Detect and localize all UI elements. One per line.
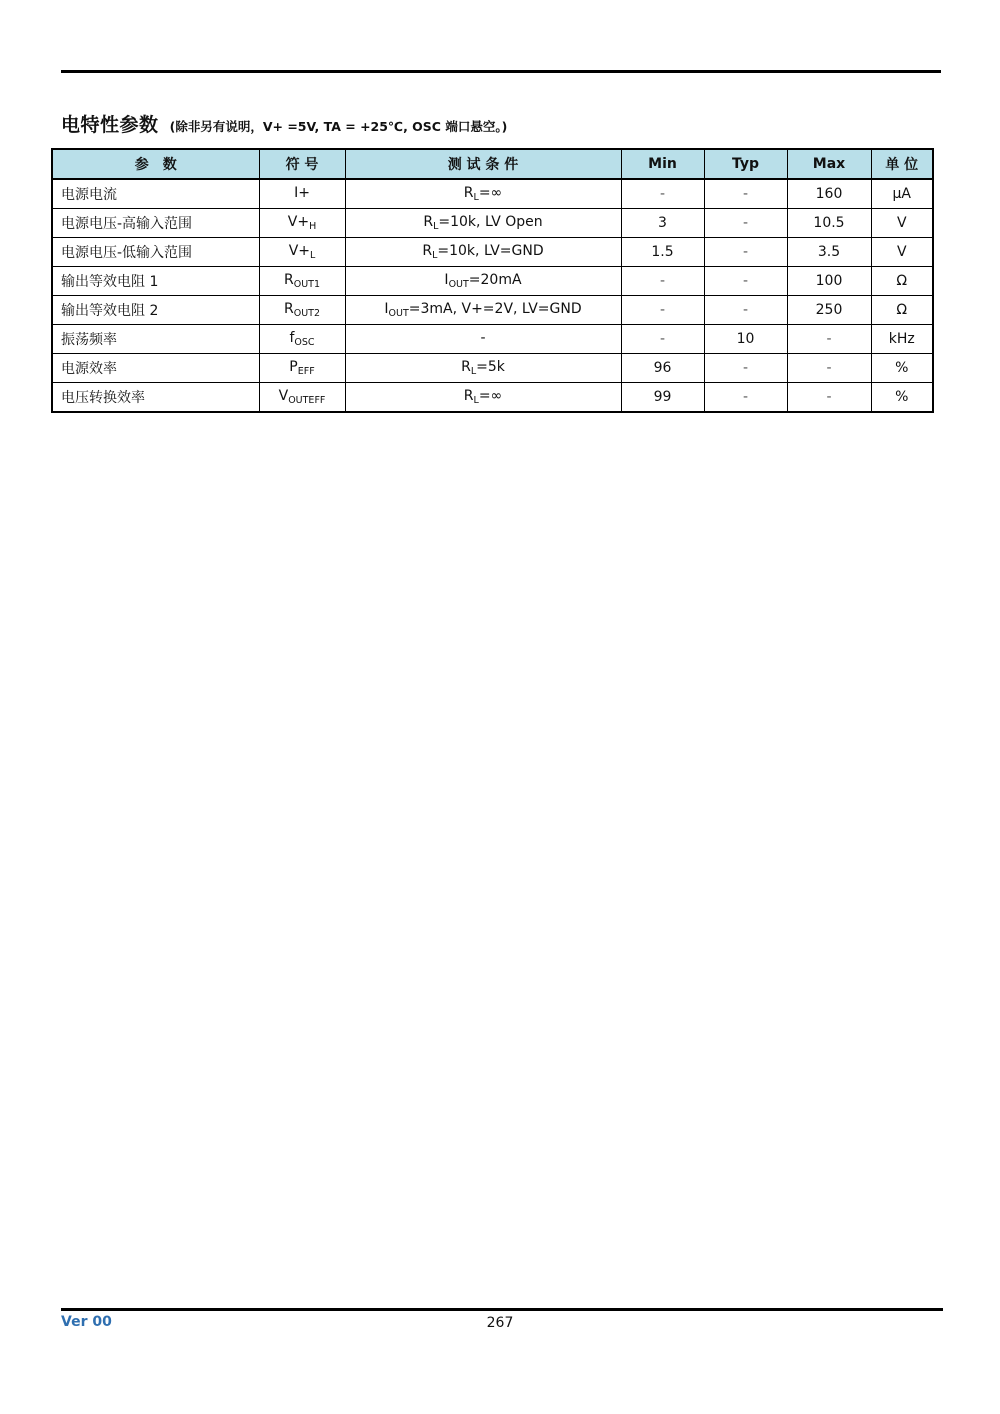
cell-max: 3.5 (787, 238, 871, 267)
cell-max: 160 (787, 179, 871, 209)
cell-typ: - (704, 383, 787, 413)
condition-rest: =20mA (468, 272, 522, 288)
condition-rest: =10k, LV=GND (437, 243, 544, 259)
condition-rest: =3mA, V+=2V, LV=GND (408, 301, 582, 317)
condition-rest: =∞ (478, 388, 503, 404)
cell-condition (345, 354, 621, 383)
symbol-subscript: OUT2 (293, 308, 320, 319)
condition-main: R (422, 243, 433, 259)
table-header-row (52, 149, 933, 179)
header-unit: 单 位 (871, 149, 933, 179)
cell-param: 电压转换效率 (52, 383, 259, 413)
table-row (52, 267, 933, 296)
cell-typ: - (704, 267, 787, 296)
cell-symbol (259, 179, 345, 209)
condition-main: R (463, 388, 474, 404)
cell-symbol (259, 354, 345, 383)
section-conditions: (除非另有说明，V+ =5V, TA = +25℃, OSC 端口悬空。) (169, 119, 508, 134)
cell-param: 电源电压-低输入范围 (52, 238, 259, 267)
condition-rest: =∞ (478, 185, 503, 201)
cell-condition (345, 267, 621, 296)
cell-max: - (787, 383, 871, 413)
symbol-main: f (289, 330, 295, 346)
cell-param: 电源电压-高输入范围 (52, 209, 259, 238)
cell-condition (345, 179, 621, 209)
table-row (52, 325, 933, 354)
condition-subscript: OUT (448, 279, 469, 290)
table-row (52, 354, 933, 383)
condition-subscript: L (433, 221, 439, 232)
cell-typ: 10 (704, 325, 787, 354)
condition-main: I (384, 301, 389, 317)
page-number: 267 (486, 1315, 514, 1331)
cell-max: 10.5 (787, 209, 871, 238)
header-symbol: 符 号 (259, 149, 345, 179)
cell-typ: - (704, 179, 787, 209)
cell-symbol (259, 209, 345, 238)
electrical-characteristics-table (51, 148, 934, 413)
symbol-subscript: EFF (297, 366, 315, 377)
symbol-main: R (283, 272, 294, 288)
cell-condition (345, 383, 621, 413)
symbol-main: V+ (288, 243, 310, 259)
table-row (52, 179, 933, 209)
symbol-subscript: H (309, 221, 317, 232)
symbol-main: P (289, 359, 298, 375)
header-condition: 测 试 条 件 (345, 149, 621, 179)
symbol-main: I+ (294, 185, 310, 201)
condition-rest: =5k (476, 359, 505, 375)
footer-rule (61, 1308, 943, 1311)
cell-max: - (787, 354, 871, 383)
table-row (52, 383, 933, 413)
cell-min: - (621, 267, 704, 296)
header-rule (61, 70, 941, 73)
cell-condition (345, 209, 621, 238)
cell-max: - (787, 325, 871, 354)
cell-unit: kHz (871, 325, 933, 354)
cell-param: 振荡频率 (52, 325, 259, 354)
cell-unit: Ω (871, 267, 933, 296)
condition-subscript: L (432, 250, 438, 261)
symbol-subscript: OUTEFF (288, 395, 326, 406)
condition-main: R (461, 359, 471, 375)
symbol-subscript: OUT1 (293, 279, 320, 290)
cell-param: 电源电流 (52, 179, 259, 209)
header-min: Min (621, 149, 704, 179)
cell-max: 250 (787, 296, 871, 325)
header-param: 参 数 (52, 149, 259, 179)
header-typ: Typ (704, 149, 787, 179)
condition-subscript: OUT (388, 308, 409, 319)
cell-min: 96 (621, 354, 704, 383)
cell-unit: % (871, 354, 933, 383)
cell-condition (345, 325, 621, 354)
symbol-main: V (278, 388, 289, 404)
condition-main: - (480, 330, 486, 346)
cell-unit: % (871, 383, 933, 413)
cell-unit: V (871, 209, 933, 238)
section-heading (61, 110, 507, 137)
condition-rest: =10k, LV Open (438, 214, 543, 230)
cell-min: 3 (621, 209, 704, 238)
cell-condition (345, 296, 621, 325)
cell-condition (345, 238, 621, 267)
cell-unit: μA (871, 179, 933, 209)
symbol-subscript: L (310, 250, 316, 261)
condition-main: R (463, 185, 474, 201)
cell-unit: Ω (871, 296, 933, 325)
cell-typ: - (704, 209, 787, 238)
cell-symbol (259, 325, 345, 354)
cell-typ: - (704, 238, 787, 267)
cell-symbol (259, 267, 345, 296)
table-row (52, 296, 933, 325)
cell-unit: V (871, 238, 933, 267)
symbol-subscript: OSC (294, 337, 315, 348)
cell-max: 100 (787, 267, 871, 296)
cell-min: 1.5 (621, 238, 704, 267)
cell-min: - (621, 179, 704, 209)
cell-min: - (621, 296, 704, 325)
cell-min: 99 (621, 383, 704, 413)
condition-subscript: L (473, 192, 479, 203)
cell-symbol (259, 383, 345, 413)
cell-typ: - (704, 296, 787, 325)
symbol-main: R (283, 301, 294, 317)
cell-param: 输出等效电阻 2 (52, 296, 259, 325)
condition-main: I (444, 272, 449, 288)
cell-symbol (259, 238, 345, 267)
table-row (52, 238, 933, 267)
cell-param: 输出等效电阻 1 (52, 267, 259, 296)
version-label: Ver 00 (61, 1314, 112, 1330)
condition-main: R (423, 214, 434, 230)
condition-subscript: L (470, 366, 477, 377)
cell-symbol (259, 296, 345, 325)
header-max: Max (787, 149, 871, 179)
section-title: 电特性参数 (61, 114, 159, 136)
cell-param: 电源效率 (52, 354, 259, 383)
cell-min: - (621, 325, 704, 354)
symbol-main: V+ (287, 214, 310, 230)
table-row (52, 209, 933, 238)
condition-subscript: L (473, 395, 479, 406)
cell-typ: - (704, 354, 787, 383)
